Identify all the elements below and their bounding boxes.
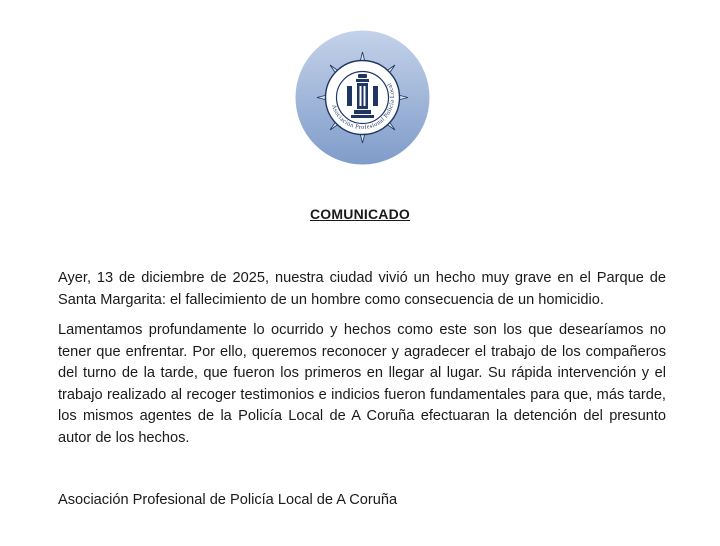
police-badge-icon [295,30,430,165]
document-title: COMUNICADO [310,206,410,222]
paragraph-2: Lamentamos profundamente lo ocurrido y hechos como este son los que desearíamos no tener que enfrentar. Por ello, queremos reconocer y agradecer el trabajo de los compañeros del turno de la tarde, que fueron los primeros en llegar al lugar. Su rápida intervención y el trabajo realizado al recoger testimonios e indicios fueron fundamentales para que, más tarde, los mismos agentes de la Policía Local de A Coruña efectuaran la detención del presunto autor de los hechos. [58,322,666,446]
paragraph-1: Ayer, 13 de diciembre de 2025, nuestra ciudad vivió un hecho muy grave en el Parque de Santa Margarita: el fallecimiento de un hombre como consecuencia de un homicidio. [58,270,666,308]
badge-ring-text: Asociación Profesional Policía Local [329,81,397,132]
association-logo [295,30,430,165]
signature: Asociación Profesional de Policía Local de A Coruña [58,492,398,508]
